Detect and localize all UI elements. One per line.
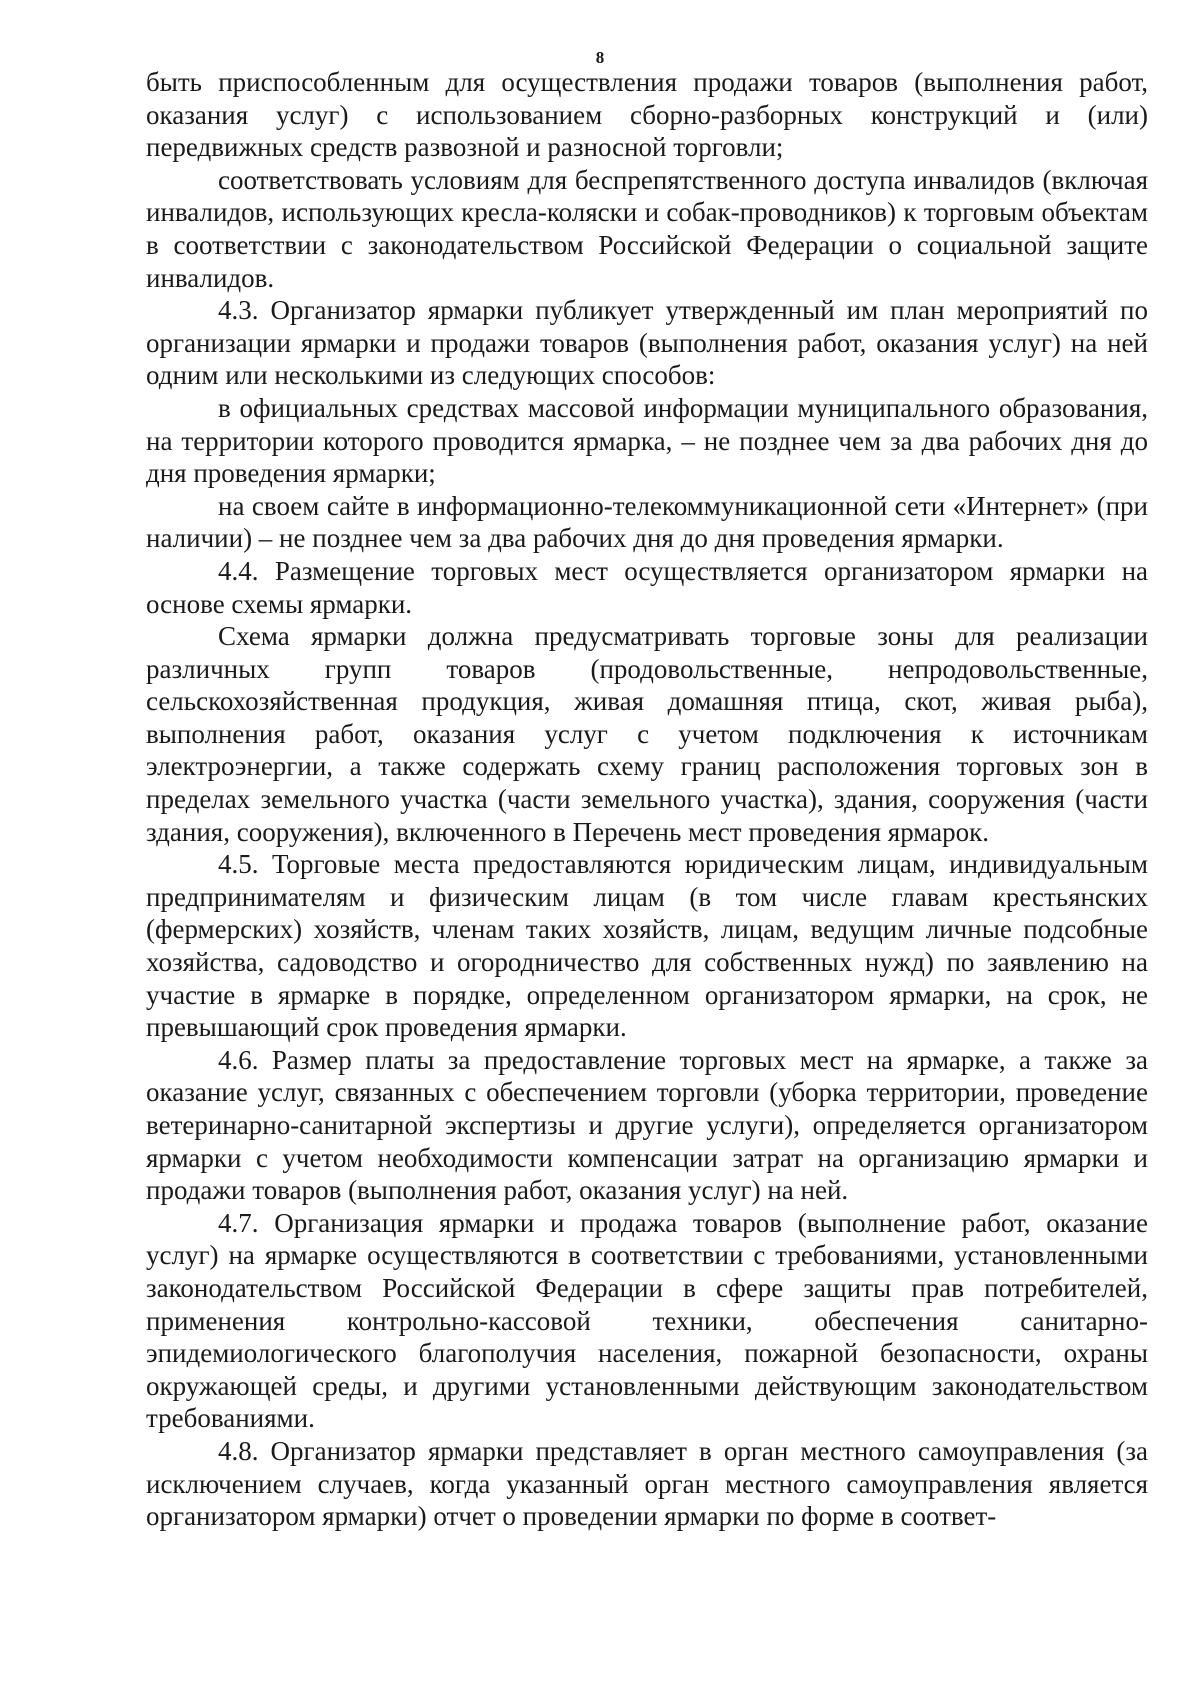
paragraph: 4.4. Размещение торговых мест осуществляется организатором ярмарки на основе схемы ярмарки. [146, 555, 1148, 619]
paragraph: 4.5. Торговые места предоставляются юридическим лицам, индивидуальным предпринимателям и физическим лицам (в том числе главам крестьянских (фермерских) хозяйств, членам таких хозяйств, лицам, ведущим личные подсобные хозяйства, садоводство и огородничество для собственных нужд) по заявлению на участие в ярмарке в порядке, определенном организатором ярмарки, на срок, не превышающий срок проведения ярмарки. [146, 849, 1148, 1043]
paragraph: 4.3. Организатор ярмарки публикует утвержденный им план мероприятий по организации ярмарки и продажи товаров (выполнения работ, оказания услуг) на ней одним или несколькими из следующих способов: [146, 295, 1148, 391]
paragraph: 4.7. Организация ярмарки и продажа товаров (выполнение работ, оказание услуг) на ярмарке осуществляются в соответствии с требованиями, установленными законодательством Российской Федерации в сфере защиты прав потребителей, применения контрольно-кассовой техники, обеспечения санитарно-эпидемиологического благополучия населения, пожарной безопасности, охраны окружающей среды, и другими установленными действующим законодательством требованиями. [146, 1207, 1148, 1434]
paragraph: 4.8. Организатор ярмарки представляет в орган местного самоуправления (за исключением случаев, когда указанный орган местного самоуправления является организатором ярмарки) отчет о проведении ярмарки по форме в соответ- [146, 1435, 1148, 1532]
paragraph: 4.6. Размер платы за предоставление торговых мест на ярмарке, а также за оказание услуг, связанных с обеспечением торговли (уборка территории, проведение ветеринарно-санитарной экспертизы и другие услуги), определяется организатором ярмарки с учетом необходимости компенсации затрат на организацию ярмарки и продажи товаров (выполнения работ, оказания услуг) на ней. [146, 1044, 1148, 1206]
paragraph: в официальных средствах массовой информации муниципального образования, на территории которого проводится ярмарка, – не позднее чем за два рабочих дня до дня проведения ярмарки; [146, 392, 1148, 489]
paragraph: быть приспособленным для осуществления продажи товаров (выполнения работ, оказания услуг) с использованием сборно-разборных конструкций и (или) передвижных средств развозной и разносной торговли; [146, 67, 1148, 163]
paragraph: соответствовать условиям для беспрепятственного доступа инвалидов (включая инвалидов, использующих кресла-коляски и собак-проводников) к торговым объектам в соответствии с законодательством Российской Федерации о социальной защите инвалидов. [146, 164, 1148, 293]
paragraph: Схема ярмарки должна предусматривать торговые зоны для реализации различных групп товаров (продовольственные, непродовольственные, сельскохозяйственная продукция, живая домашняя птица, скот, живая рыба), выполнения работ, оказания услуг с учетом подключения к источникам электроэнергии, а также содержать схему границ расположения торговых зон в пределах земельного участка (части земельного участка), здания, сооружения (части здания, сооружения), включенного в Перечень мест проведения ярмарок. [146, 621, 1148, 847]
paragraph: на своем сайте в информационно-телекоммуникационной сети «Интернет» (при наличии) – не позднее чем за два рабочих дня до дня проведения ярмарки. [146, 490, 1148, 554]
document-body [146, 66, 1148, 1533]
page-number: 8 [595, 48, 605, 67]
